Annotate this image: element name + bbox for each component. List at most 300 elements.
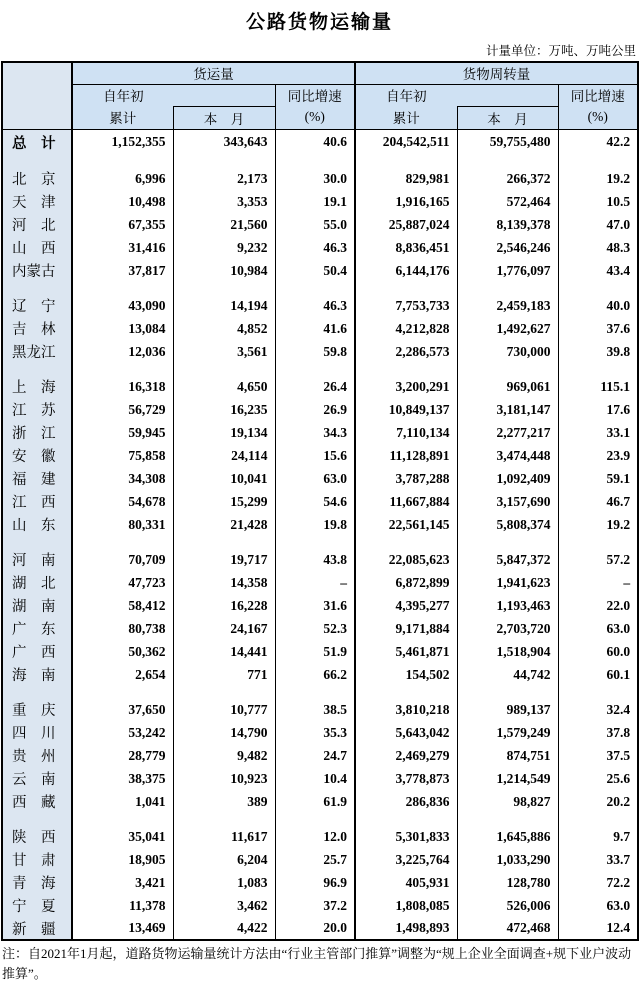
value-cell: 389 — [173, 790, 275, 813]
value-cell: 56,729 — [72, 398, 173, 421]
value-cell: 12,036 — [72, 340, 173, 363]
value-cell: 4,852 — [173, 317, 275, 340]
province-name: 云 南 — [2, 767, 72, 790]
province-name: 重 庆 — [2, 698, 72, 721]
table-row — [2, 421, 638, 444]
value-cell: 10.5 — [558, 190, 638, 213]
province-name: 江 苏 — [2, 398, 72, 421]
table-row — [2, 894, 638, 917]
value-cell: 14,790 — [173, 721, 275, 744]
value-cell: 80,331 — [72, 513, 173, 536]
total-cell: 59,755,480 — [457, 129, 558, 155]
value-cell: 37,650 — [72, 698, 173, 721]
province-name: 辽 宁 — [2, 294, 72, 317]
value-cell: 44,742 — [457, 663, 558, 686]
value-cell: 1,645,886 — [457, 825, 558, 848]
value-cell: 53,242 — [72, 721, 173, 744]
value-cell: 989,137 — [457, 698, 558, 721]
value-cell: 21,428 — [173, 513, 275, 536]
value-cell: 5,643,042 — [355, 721, 457, 744]
value-cell: 67,355 — [72, 213, 173, 236]
header-freight-volume: 货运量 — [72, 62, 355, 84]
corner-cell — [2, 62, 72, 129]
value-cell: 1,041 — [72, 790, 173, 813]
value-cell: 96.9 — [275, 871, 355, 894]
freight-table — [1, 61, 639, 941]
value-cell: 3,778,873 — [355, 767, 457, 790]
table-row — [2, 640, 638, 663]
value-cell: 51.9 — [275, 640, 355, 663]
value-cell: 1,193,463 — [457, 594, 558, 617]
province-name: 河 南 — [2, 548, 72, 571]
value-cell: 3,462 — [173, 894, 275, 917]
value-cell: 22.0 — [558, 594, 638, 617]
table-row — [2, 259, 638, 282]
value-cell: 4,212,828 — [355, 317, 457, 340]
table-row — [2, 698, 638, 721]
table-row — [2, 467, 638, 490]
header-cumulative-turnover: 累计 — [355, 106, 457, 129]
value-cell: 11,667,884 — [355, 490, 457, 513]
value-cell: 60.1 — [558, 663, 638, 686]
value-cell: 59,945 — [72, 421, 173, 444]
value-cell: 874,751 — [457, 744, 558, 767]
province-name: 甘 肃 — [2, 848, 72, 871]
value-cell: 3,421 — [72, 871, 173, 894]
value-cell: 9,171,884 — [355, 617, 457, 640]
value-cell: 14,194 — [173, 294, 275, 317]
value-cell: 1,579,249 — [457, 721, 558, 744]
value-cell: 266,372 — [457, 167, 558, 190]
value-cell: 57.2 — [558, 548, 638, 571]
spacer-cell — [558, 363, 638, 375]
value-cell: 1,941,623 — [457, 571, 558, 594]
spacer-row — [2, 282, 638, 294]
value-cell: 21,560 — [173, 213, 275, 236]
value-cell: 17.6 — [558, 398, 638, 421]
province-name: 宁 夏 — [2, 894, 72, 917]
province-name: 江 西 — [2, 490, 72, 513]
header-yoy-volume — [275, 84, 355, 129]
value-cell: 829,981 — [355, 167, 457, 190]
value-cell: 66.2 — [275, 663, 355, 686]
spacer-cell — [173, 155, 275, 167]
value-cell: 22,561,145 — [355, 513, 457, 536]
table-row — [2, 294, 638, 317]
value-cell: 31,416 — [72, 236, 173, 259]
value-cell: 37.5 — [558, 744, 638, 767]
header-yoy-turnover — [558, 84, 638, 129]
value-cell: 2,546,246 — [457, 236, 558, 259]
value-cell: 35.3 — [275, 721, 355, 744]
spacer-row — [2, 155, 638, 167]
value-cell: 969,061 — [457, 375, 558, 398]
value-cell: 3,810,218 — [355, 698, 457, 721]
spacer-cell — [275, 282, 355, 294]
spacer-cell — [457, 813, 558, 825]
province-name: 吉 林 — [2, 317, 72, 340]
province-name: 西 藏 — [2, 790, 72, 813]
value-cell: 572,464 — [457, 190, 558, 213]
spacer-cell — [457, 686, 558, 698]
value-cell: 63.0 — [275, 467, 355, 490]
value-cell: 33.7 — [558, 848, 638, 871]
value-cell: 9.7 — [558, 825, 638, 848]
table-row — [2, 213, 638, 236]
value-cell: 3,474,448 — [457, 444, 558, 467]
value-cell: 5,808,374 — [457, 513, 558, 536]
province-name: 青 海 — [2, 871, 72, 894]
value-cell: 2,286,573 — [355, 340, 457, 363]
province-name: 四 川 — [2, 721, 72, 744]
value-cell: 46.3 — [275, 294, 355, 317]
yoy-label: 同比增速 — [287, 88, 342, 104]
table-row — [2, 594, 638, 617]
total-cell: 1,152,355 — [72, 129, 173, 155]
table-row — [2, 490, 638, 513]
value-cell: 286,836 — [355, 790, 457, 813]
value-cell: 10,498 — [72, 190, 173, 213]
total-cell: 42.2 — [558, 129, 638, 155]
value-cell: 6,872,899 — [355, 571, 457, 594]
yoy-unit: (%) — [587, 108, 608, 124]
value-cell: 6,204 — [173, 848, 275, 871]
value-cell: 2,703,720 — [457, 617, 558, 640]
table-row — [2, 513, 638, 536]
province-name: 陕 西 — [2, 825, 72, 848]
value-cell: 20.0 — [275, 917, 355, 940]
table-row — [2, 375, 638, 398]
table-row — [2, 444, 638, 467]
value-cell: 7,753,733 — [355, 294, 457, 317]
value-cell: 59.8 — [275, 340, 355, 363]
value-cell: 26.4 — [275, 375, 355, 398]
spacer-cell — [558, 536, 638, 548]
value-cell: 19.8 — [275, 513, 355, 536]
value-cell: 154,502 — [355, 663, 457, 686]
table-row — [2, 744, 638, 767]
value-cell: 2,654 — [72, 663, 173, 686]
spacer-cell — [173, 282, 275, 294]
value-cell: 59.1 — [558, 467, 638, 490]
spacer-cell — [457, 536, 558, 548]
spacer-row — [2, 363, 638, 375]
value-cell: 3,200,291 — [355, 375, 457, 398]
value-cell: 128,780 — [457, 871, 558, 894]
province-name: 广 东 — [2, 617, 72, 640]
value-cell: 54,678 — [72, 490, 173, 513]
value-cell: 46.3 — [275, 236, 355, 259]
spacer-cell — [72, 363, 173, 375]
value-cell: 11,617 — [173, 825, 275, 848]
value-cell: 13,469 — [72, 917, 173, 940]
value-cell: 11,128,891 — [355, 444, 457, 467]
value-cell: 2,469,279 — [355, 744, 457, 767]
value-cell: 2,459,183 — [457, 294, 558, 317]
value-cell: 52.3 — [275, 617, 355, 640]
value-cell: 1,776,097 — [457, 259, 558, 282]
spacer-cell — [355, 686, 457, 698]
table-row — [2, 548, 638, 571]
header-row-sub1 — [2, 84, 638, 106]
value-cell: 10,923 — [173, 767, 275, 790]
page-title: 公路货物运输量 — [245, 12, 393, 33]
value-cell: 1,092,409 — [457, 467, 558, 490]
value-cell: 8,836,451 — [355, 236, 457, 259]
value-cell: 26.9 — [275, 398, 355, 421]
total-label: 总 计 — [2, 129, 72, 155]
value-cell: 19.2 — [558, 167, 638, 190]
spacer-cell — [355, 536, 457, 548]
value-cell: 25.7 — [275, 848, 355, 871]
value-cell: 19,134 — [173, 421, 275, 444]
value-cell: 10.4 — [275, 767, 355, 790]
value-cell: 72.2 — [558, 871, 638, 894]
value-cell: 1,518,904 — [457, 640, 558, 663]
header-row-groups — [2, 62, 638, 84]
value-cell: 771 — [173, 663, 275, 686]
value-cell: 730,000 — [457, 340, 558, 363]
value-cell: 20.2 — [558, 790, 638, 813]
value-cell: 4,422 — [173, 917, 275, 940]
value-cell: 4,650 — [173, 375, 275, 398]
province-name: 黑龙江 — [2, 340, 72, 363]
province-name: 浙 江 — [2, 421, 72, 444]
value-cell: 10,849,137 — [355, 398, 457, 421]
yoy-label: 同比增速 — [570, 88, 625, 104]
header-cumulative-volume: 累计 — [72, 106, 173, 129]
value-cell: 16,228 — [173, 594, 275, 617]
value-cell: 3,225,764 — [355, 848, 457, 871]
header-freight-turnover: 货物周转量 — [355, 62, 638, 84]
value-cell: 34,308 — [72, 467, 173, 490]
value-cell: 19.2 — [558, 513, 638, 536]
value-cell: 10,041 — [173, 467, 275, 490]
value-cell: 3,157,690 — [457, 490, 558, 513]
province-name: 天 津 — [2, 190, 72, 213]
table-row — [2, 167, 638, 190]
footnote: 注：自2021年1月起，道路货物运输量统计方法由“行业主管部门推算”调整为“规上企业全面调查+规下业户波动推算”。 — [2, 946, 632, 981]
value-cell: 47,723 — [72, 571, 173, 594]
value-cell: 63.0 — [558, 894, 638, 917]
since-year-start-label: 自年初 — [103, 89, 144, 104]
value-cell: 37,817 — [72, 259, 173, 282]
value-cell: 50.4 — [275, 259, 355, 282]
table-row — [2, 571, 638, 594]
table-row — [2, 340, 638, 363]
value-cell: 3,181,147 — [457, 398, 558, 421]
spacer-cell — [173, 813, 275, 825]
spacer-cell — [457, 155, 558, 167]
spacer-cell — [173, 686, 275, 698]
value-cell: 1,492,627 — [457, 317, 558, 340]
value-cell: 9,482 — [173, 744, 275, 767]
spacer-cell — [355, 282, 457, 294]
value-cell: 23.9 — [558, 444, 638, 467]
province-name: 新 疆 — [2, 917, 72, 940]
value-cell: 41.6 — [275, 317, 355, 340]
value-cell: 30.0 — [275, 167, 355, 190]
header-since-year-start-volume — [72, 84, 275, 106]
spacer-cell — [2, 282, 72, 294]
value-cell: 38.5 — [275, 698, 355, 721]
spacer-cell — [275, 536, 355, 548]
table-row — [2, 663, 638, 686]
table-row — [2, 617, 638, 640]
table-row — [2, 236, 638, 259]
value-cell: 60.0 — [558, 640, 638, 663]
value-cell: 14,441 — [173, 640, 275, 663]
header-since-year-start-turnover — [355, 84, 558, 106]
value-cell: 24,167 — [173, 617, 275, 640]
value-cell: 1,498,893 — [355, 917, 457, 940]
value-cell: 31.6 — [275, 594, 355, 617]
value-cell: 5,301,833 — [355, 825, 457, 848]
value-cell: 12.0 — [275, 825, 355, 848]
value-cell: 7,110,134 — [355, 421, 457, 444]
table-row — [2, 721, 638, 744]
spacer-row — [2, 813, 638, 825]
value-cell: 35,041 — [72, 825, 173, 848]
table-row — [2, 917, 638, 940]
value-cell: 34.3 — [275, 421, 355, 444]
spacer-cell — [72, 155, 173, 167]
value-cell: 14,358 — [173, 571, 275, 594]
value-cell: 15,299 — [173, 490, 275, 513]
spacer-cell — [275, 155, 355, 167]
value-cell: 24,114 — [173, 444, 275, 467]
spacer-row — [2, 536, 638, 548]
value-cell: 70,709 — [72, 548, 173, 571]
value-cell: 6,996 — [72, 167, 173, 190]
value-cell: 13,084 — [72, 317, 173, 340]
value-cell: 25.6 — [558, 767, 638, 790]
spacer-cell — [2, 813, 72, 825]
spacer-cell — [2, 155, 72, 167]
spacer-row — [2, 686, 638, 698]
yoy-unit: (%) — [304, 108, 325, 124]
spacer-cell — [355, 155, 457, 167]
spacer-cell — [173, 536, 275, 548]
value-cell: 1,214,549 — [457, 767, 558, 790]
value-cell: 405,931 — [355, 871, 457, 894]
table-row — [2, 190, 638, 213]
value-cell: 19.1 — [275, 190, 355, 213]
province-name: 湖 南 — [2, 594, 72, 617]
value-cell: 18,905 — [72, 848, 173, 871]
value-cell: 22,085,623 — [355, 548, 457, 571]
value-cell: 98,827 — [457, 790, 558, 813]
value-cell: 4,395,277 — [355, 594, 457, 617]
province-name: 山 东 — [2, 513, 72, 536]
table-row — [2, 848, 638, 871]
spacer-cell — [72, 813, 173, 825]
value-cell: 80,738 — [72, 617, 173, 640]
province-name: 广 西 — [2, 640, 72, 663]
total-cell: 343,643 — [173, 129, 275, 155]
spacer-cell — [457, 282, 558, 294]
spacer-cell — [558, 813, 638, 825]
table-row — [2, 767, 638, 790]
table-row — [2, 825, 638, 848]
value-cell: 39.8 — [558, 340, 638, 363]
value-cell: 9,232 — [173, 236, 275, 259]
value-cell: 48.3 — [558, 236, 638, 259]
province-name: 上 海 — [2, 375, 72, 398]
value-cell: – — [558, 571, 638, 594]
table-row — [2, 398, 638, 421]
spacer-cell — [275, 813, 355, 825]
value-cell: 37.8 — [558, 721, 638, 744]
value-cell: 1,033,290 — [457, 848, 558, 871]
value-cell: 15.6 — [275, 444, 355, 467]
total-row — [2, 129, 638, 155]
spacer-cell — [173, 363, 275, 375]
value-cell: 28,779 — [72, 744, 173, 767]
spacer-cell — [72, 282, 173, 294]
spacer-cell — [2, 536, 72, 548]
unit-note: 计量单位：万吨、万吨公里 — [485, 44, 636, 58]
spacer-cell — [2, 363, 72, 375]
spacer-cell — [558, 155, 638, 167]
province-name: 安 徽 — [2, 444, 72, 467]
since-year-start-label: 自年初 — [386, 89, 427, 104]
value-cell: 2,173 — [173, 167, 275, 190]
header-month-turnover: 本 月 — [457, 106, 558, 129]
value-cell: 16,235 — [173, 398, 275, 421]
value-cell: 1,083 — [173, 871, 275, 894]
province-name: 福 建 — [2, 467, 72, 490]
value-cell: 25,887,024 — [355, 213, 457, 236]
value-cell: 10,984 — [173, 259, 275, 282]
table-body — [2, 155, 638, 940]
value-cell: 5,847,372 — [457, 548, 558, 571]
value-cell: 526,006 — [457, 894, 558, 917]
value-cell: 43,090 — [72, 294, 173, 317]
spacer-cell — [558, 282, 638, 294]
province-name: 湖 北 — [2, 571, 72, 594]
spacer-cell — [72, 536, 173, 548]
value-cell: 2,277,217 — [457, 421, 558, 444]
value-cell: 47.0 — [558, 213, 638, 236]
value-cell: 6,144,176 — [355, 259, 457, 282]
province-name: 北 京 — [2, 167, 72, 190]
value-cell: 75,858 — [72, 444, 173, 467]
value-cell: 55.0 — [275, 213, 355, 236]
value-cell: 3,787,288 — [355, 467, 457, 490]
value-cell: 61.9 — [275, 790, 355, 813]
value-cell: 5,461,871 — [355, 640, 457, 663]
value-cell: – — [275, 571, 355, 594]
value-cell: 115.1 — [558, 375, 638, 398]
value-cell: 12.4 — [558, 917, 638, 940]
value-cell: 43.4 — [558, 259, 638, 282]
header-month-volume: 本 月 — [173, 106, 275, 129]
value-cell: 50,362 — [72, 640, 173, 663]
spacer-cell — [275, 686, 355, 698]
spacer-cell — [457, 363, 558, 375]
spacer-cell — [558, 686, 638, 698]
province-name: 贵 州 — [2, 744, 72, 767]
spacer-cell — [355, 363, 457, 375]
value-cell: 63.0 — [558, 617, 638, 640]
value-cell: 11,378 — [72, 894, 173, 917]
value-cell: 33.1 — [558, 421, 638, 444]
spacer-cell — [2, 686, 72, 698]
value-cell: 54.6 — [275, 490, 355, 513]
value-cell: 3,353 — [173, 190, 275, 213]
value-cell: 37.6 — [558, 317, 638, 340]
